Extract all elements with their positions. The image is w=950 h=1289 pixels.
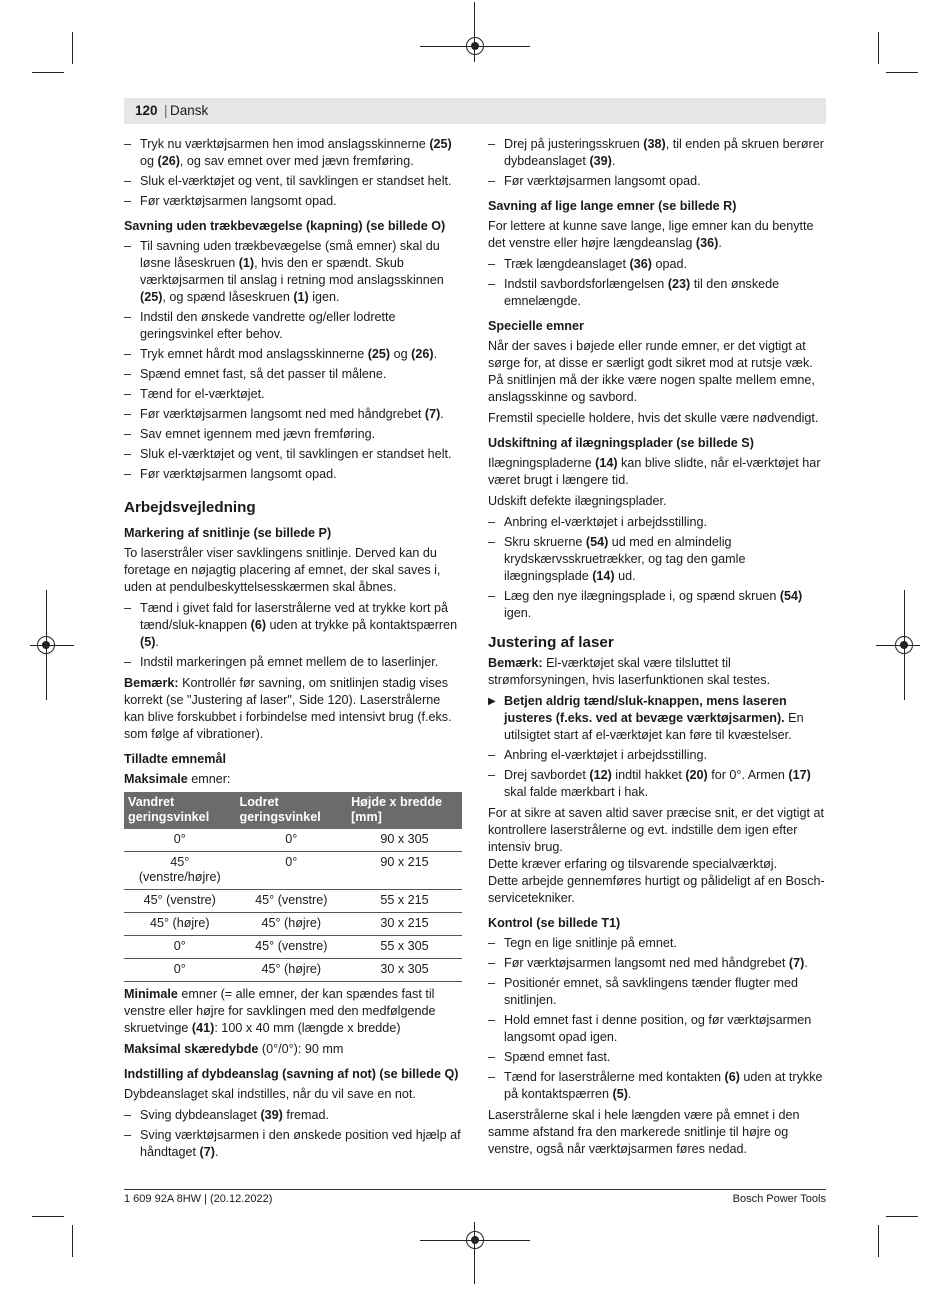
list-item [124,466,464,483]
text-fragment: Sluk el-værktøjet og vent, til savklingen er standset helt. [140,447,452,461]
bold-reference: (12) [589,768,612,782]
text-fragment: Sluk el-værktøjet og vent, til savklingen er standset helt. [140,174,452,188]
left-column [124,136,464,1165]
text-fragment: Tænd for laserstrålerne med kontakten [504,1070,725,1084]
section-title-laser: Justering af laser [488,634,614,651]
warning-bold: Betjen aldrig tænd/sluk-knappen, mens laseren justeres (f.eks. ved at bevæge værktøjsarmen). [504,694,787,725]
table-cell: 0° [236,852,348,890]
control-list [488,935,828,1103]
section-title-marking: Markering af snitlinje (se billede P) [124,526,332,540]
bold-reference: (5) [140,635,156,649]
bold-reference: (6) [250,618,267,632]
text-fragment: Drej savbordet [504,768,590,782]
text-fragment: Tryk nu værktøjsarmen hen imod anslagsskinnerne [140,137,430,151]
special-text-2: Fremstil specielle holdere, hvis det skulle være nødvendigt. [488,411,819,425]
list-item [124,600,464,651]
header-separator: | [164,103,168,118]
section-title-depth-stop: Indstilling af dybdeanslag (savning af not) (se billede Q) [124,1067,459,1081]
equal-list [488,256,828,310]
text-fragment: og [390,347,412,361]
table-cell: 45° (højre) [124,913,236,936]
text-fragment: skal falde mærkbart i hak. [504,785,649,799]
list-item [488,173,828,190]
list-item [124,386,464,403]
text-fragment: . [627,1087,632,1101]
text-fragment: Drej på justeringsskruen [504,137,644,151]
crop-mark [72,32,73,64]
bold-reference: (39) [260,1108,283,1122]
list-item [124,654,464,671]
list-item [488,136,828,170]
bold-reference: (36) [629,257,652,271]
text-fragment: ud med en almindelig krydskærvsskruetrækker, og tag den gamle ilægningsplade [504,535,746,583]
list-item [488,1069,828,1103]
note-label: Bemærk: [124,676,179,690]
list-item [488,276,828,310]
max-text: emner: [187,772,231,786]
table-row [124,829,462,852]
list-item [124,238,464,306]
bold-reference: (14) [592,569,615,583]
section-title-insert-plates: Udskiftning af ilægningsplader (se billede S) [488,436,754,450]
registration-target-icon [37,636,55,654]
bold-reference: (5) [612,1087,628,1101]
crop-mark [32,72,64,73]
list-item [124,136,464,170]
text-fragment: Før værktøjsarmen langsomt opad. [140,467,337,481]
table-cell: 45° (højre) [236,959,348,982]
table-cell: 45° (venstre) [124,890,236,913]
text-fragment: ud. [614,569,636,583]
text-fragment: Ilægningspladerne [488,456,596,470]
table-cell: 0° [236,829,348,852]
table-cell: 45° (højre) [236,913,348,936]
insert-paragraph [488,455,828,489]
text-fragment: igen. [504,606,532,620]
text-fragment: , hvis den er spændt. Skub værktøjsarmen til anslag i retning mod anslagsskinnen [140,256,444,287]
text-fragment: for 0°. Armen [707,768,789,782]
min-paragraph [124,986,464,1037]
section-title-equal-length: Savning af lige lange emner (se billede R) [488,199,737,213]
bold-reference: (25) [367,347,391,361]
text-fragment: . [611,154,616,168]
registration-target-icon [466,1231,484,1249]
crop-mark [72,1225,73,1257]
text-fragment: Træk længdeanslaget [504,257,630,271]
text-fragment: Læg den nye ilægningsplade i, og spænd skruen [504,589,780,603]
laser-text-2: Dette kræver erfaring og tilsvarende specialværktøj. [488,857,778,871]
marking-list [124,600,464,671]
section-title-special: Specielle emner [488,319,584,333]
table-cell: 0° [124,829,236,852]
table-cell: 45° (venstre) [236,890,348,913]
text-fragment: . [804,956,808,970]
text-fragment: Sving værktøjsarmen i den ønskede position ved hjælp af håndtaget [140,1128,461,1159]
text-fragment: For lettere at kunne save lange, lige emner kan du benytte det venstre eller højre længdeanslag [488,219,814,250]
list-item [488,514,828,531]
text-fragment: emner (= alle emner, der kan spændes fast til venstre eller højre for savklingen med den medfølgende skruetvinge [124,987,436,1035]
text-fragment: . [718,236,722,250]
table-header-row [124,792,462,829]
table-cell: 0° [124,959,236,982]
list-item [488,767,828,801]
text-fragment: uden at trykke på kontaktspærren [266,618,458,632]
right-column [488,136,828,1162]
bold-reference: (6) [724,1070,740,1084]
table-cell: 90 x 305 [347,829,462,852]
laser-list [488,747,828,801]
list-item [488,935,828,952]
list-item [124,426,464,443]
list-item [488,747,828,764]
text-fragment: Anbring el-værktøjet i arbejdsstilling. [504,748,707,762]
section-title-control: Kontrol (se billede T1) [488,916,621,930]
list-item [488,975,828,1009]
list-item [124,1107,464,1124]
bold-reference: (54) [585,535,609,549]
bold-reference: (41) [191,1021,215,1035]
text-fragment: Tænd for el-værktøjet. [140,387,265,401]
text-fragment: , til enden på skruen berører dybdeanslaget [504,137,824,168]
text-fragment: til den ønskede emnelængde. [504,277,780,308]
section-title-cross-cutting: Savning uden trækbevægelse (kapning) (se billede O) [124,219,446,233]
table-cell: 55 x 215 [347,890,462,913]
text-fragment: Spænd emnet fast. [504,1050,611,1064]
note-paragraph [124,675,464,743]
text-fragment: igen. [308,290,340,304]
warning-paragraph [488,693,828,744]
crop-mark [886,72,918,73]
text-fragment: (0°/0°): 90 mm [258,1042,344,1056]
crop-mark [878,32,879,64]
list-item [488,1049,828,1066]
footer-brand: Bosch Power Tools [732,1193,826,1205]
note-text: Kontrollér før savning, om snitlinjen stadig vises korrekt (se "Justering af laser", Side 120). Laserstrålerne kan blive forskubbet i forbindelse med intensivt brug (f.eks. som følge af vibrationer). [124,676,452,741]
bold-reference: (54) [779,589,803,603]
bold-reference: (7) [199,1145,215,1159]
language-label: Dansk [170,103,209,118]
marking-text: To laserstråler viser savklingens snitlinje. Derved kan du foretage en nøjagtig placering af emnet, der skal saves i, uden at pendulbeskyttelsesskærmen skal åbnes. [124,546,441,594]
text-fragment: . [214,1145,219,1159]
text-fragment: Hold emnet fast i denne position, og før værktøjsarmen langsomt opad igen. [504,1013,812,1044]
table-cell: 30 x 305 [347,959,462,982]
text-fragment: Før værktøjsarmen langsomt ned med håndgrebet [140,407,425,421]
final-text: Laserstrålerne skal i hele længden være på emnet i den samme afstand fra den markerede snitlinje til højre og venstre, også når værktøjsarmen føres nedad. [488,1108,800,1156]
top-list [488,136,828,190]
list-item [488,1012,828,1046]
bold-reference: (39) [589,154,612,168]
bold-reference: (1) [293,290,309,304]
laser-note-text: El-værktøjet skal være tilsluttet til strømforsyningen, hvis laserfunktionen skal testes. [488,656,771,687]
bold-reference: (25) [429,137,452,151]
text-fragment: Tryk emnet hårdt mod anslagsskinnerne [140,347,368,361]
text-fragment: Indstil savbordsforlængelsen [504,277,668,291]
list-item [124,173,464,190]
text-fragment: Positionér emnet, så savklingens tænder flugter med snitlinjen. [504,976,799,1007]
list-item [488,588,828,622]
dimensions-table [124,792,462,982]
table-row [124,936,462,959]
section-title-dimensions: Tilladte emnemål [124,752,226,766]
table-row [124,913,462,936]
cross-cutting-list [124,238,464,483]
text-fragment: Sving dybdeanslaget [140,1108,261,1122]
registration-target-icon [895,636,913,654]
text-fragment: Spænd emnet fast, så det passer til målene. [140,367,387,381]
table-cell: 45° (venstre/højre) [124,852,236,890]
laser-note-label: Bemærk: [488,656,543,670]
table-header-vertical: Lodret geringsvinkel [236,792,348,829]
list-item [124,193,464,210]
list-item [488,256,828,273]
list-item [488,955,828,972]
list-item [124,309,464,343]
max-paragraph [124,771,464,788]
bold-reference: Minimale [124,987,178,1001]
table-header-horizontal: Vandret geringsvinkel [124,792,236,829]
table-header-size: Højde x bredde [mm] [347,792,462,829]
intro-list [124,136,464,210]
text-fragment: indtil hakket [611,768,686,782]
table-cell: 55 x 305 [347,936,462,959]
page-number: 120 [135,103,158,118]
section-title-work: Arbejdsvejledning [124,499,256,516]
text-fragment: Anbring el-værktøjet i arbejdsstilling. [504,515,707,529]
page-footer [124,1189,826,1205]
bold-reference: (23) [667,277,691,291]
special-text-1: Når der saves i bøjede eller runde emner, er det vigtigt at sørge for, at disse er særligt godt sikret mod at rutsje væk. På snitlinjen må der ikke være nogen spalte mellem emne, anslagsskinne og savbord. [488,339,815,404]
bold-reference: (14) [595,456,618,470]
bold-reference: (38) [643,137,666,151]
text-fragment: . [433,347,438,361]
text-fragment: fremad. [282,1108,330,1122]
text-fragment: , og spænd låseskruen [162,290,294,304]
text-fragment: Før værktøjsarmen langsomt opad. [140,194,337,208]
registration-target-icon [466,37,484,55]
text-fragment: kan blive slidte, når el-værktøjet har været brugt i længere tid. [488,456,821,487]
table-row [124,890,462,913]
list-item [124,446,464,463]
text-fragment: Tegn en lige snitlinje på emnet. [504,936,677,950]
table-cell: 0° [124,936,236,959]
crop-mark [32,1216,64,1217]
bold-reference: (26) [411,347,434,361]
text-fragment: : 100 x 40 mm (længde x bredde) [214,1021,401,1035]
text-fragment: Før værktøjsarmen langsomt opad. [504,174,701,188]
table-row [124,959,462,982]
list-item [124,406,464,423]
depth-max-paragraph [124,1041,464,1058]
list-item [488,534,828,585]
crop-mark [878,1225,879,1257]
warning-text: En utilsigtet start af el-værktøjet kan føre til kvæstelser. [504,711,804,742]
laser-note-paragraph [488,655,828,689]
depth-list [124,1107,464,1161]
table-cell: 30 x 215 [347,913,462,936]
bold-reference: (7) [788,956,805,970]
laser-text-3: Dette arbejde gennemføres hurtigt og pålideligt af en Bosch-servicetekniker. [488,874,825,905]
list-item [124,366,464,383]
text-fragment: Til savning uden trækbevægelse (små emner) skal du løsne låseskruen [140,239,440,270]
table-body [124,829,462,982]
bold-reference: (36) [695,236,719,250]
bold-reference: Maksimal skæredybde [124,1042,259,1056]
insert-list [488,514,828,622]
text-fragment: uden at trykke på kontaktspærren [504,1070,823,1101]
bold-reference: (25) [140,290,163,304]
table-cell: 45° (venstre) [236,936,348,959]
list-item [124,346,464,363]
bold-reference: (17) [788,768,811,782]
laser-text-1: For at sikre at saven altid saver præcise snit, er det vigtigt at kontrollere laserstrålerne og evt. indstille dem igen efter intensiv brug. [488,806,824,854]
bold-reference: (20) [685,768,708,782]
insert-text: Udskift defekte ilægningsplader. [488,494,667,508]
text-fragment: Før værktøjsarmen langsomt ned med håndgrebet [504,956,789,970]
text-fragment: opad. [651,257,687,271]
text-fragment: Indstil markeringen på emnet mellem de to laserlinjer. [140,655,439,669]
table-cell: 90 x 215 [347,852,462,890]
bold-reference: (26) [157,154,180,168]
text-fragment: Skru skruerne [504,535,586,549]
bold-reference: (1) [238,256,255,270]
text-fragment: Tænd i givet fald for laserstrålerne ved at trykke kort på tænd/sluk-knappen [140,601,448,632]
text-fragment: . [155,635,159,649]
equal-paragraph [488,218,828,252]
crop-mark [886,1216,918,1217]
list-item [124,1127,464,1161]
text-fragment: Sav emnet igennem med jævn fremføring. [140,427,376,441]
max-label: Maksimale [124,772,188,786]
footer-doc-id: 1 609 92A 8HW | (20.12.2022) [124,1193,273,1205]
bold-reference: (7) [424,407,441,421]
text-fragment: Indstil den ønskede vandrette og/eller lodrette geringsvinkel efter behov. [140,310,396,341]
depth-text: Dybdeanslaget skal indstilles, når du vil save en not. [124,1087,416,1101]
text-fragment: . [440,407,444,421]
text-fragment: og [140,154,158,168]
text-fragment: , og sav emnet over med jævn fremføring. [179,154,414,168]
table-row [124,852,462,890]
page-header [124,98,826,124]
